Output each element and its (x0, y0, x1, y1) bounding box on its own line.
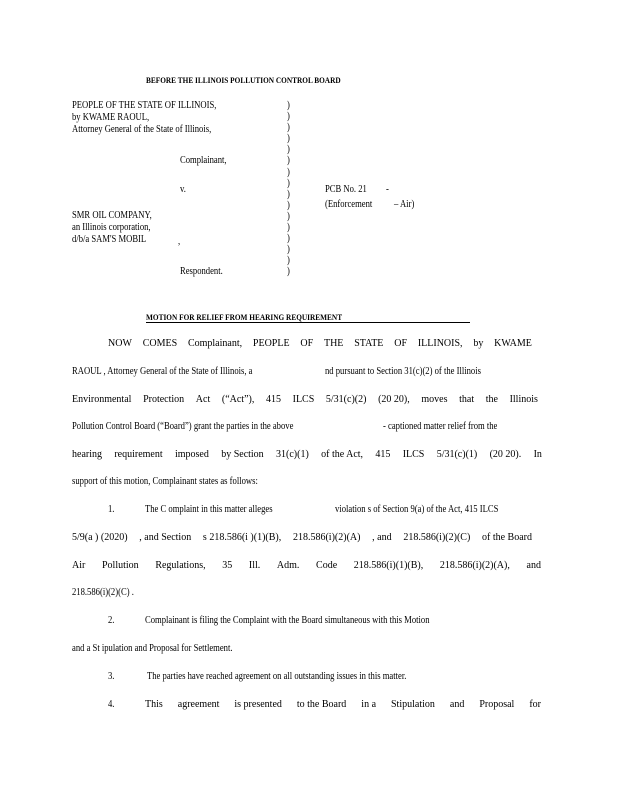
paren: ) (287, 244, 290, 256)
word: 5/31(c)(1) (436, 449, 478, 460)
word: 218.586(i)(1)(B), (353, 560, 424, 571)
word: agreement (177, 699, 220, 710)
plaintiff-line-1: PEOPLE OF THE STATE OF ILLINOIS, (72, 100, 217, 111)
para-3-number: 3. (108, 671, 115, 682)
word: Proposal (479, 699, 515, 710)
word: of the Act, (321, 449, 364, 460)
respondent-label: Respondent. (180, 266, 223, 277)
para-4-number: 4. (108, 699, 115, 710)
word: STATE (354, 338, 384, 349)
para-4-line-1 (145, 699, 541, 711)
word: 218.586(i)(2)(A) (292, 532, 361, 543)
motion-title: MOTION FOR RELIEF FROM HEARING REQUIREMENT (146, 312, 343, 322)
word: requirement (114, 449, 163, 460)
defendant-line-3: d/b/a SAM'S MOBIL (72, 234, 147, 245)
word: 5/31(c)(2) (325, 394, 367, 405)
word: 415 (375, 449, 391, 460)
para-1-line-4: 218.586(i)(2)(C) . (72, 587, 134, 598)
word: ILLINOIS, (417, 338, 463, 349)
plaintiff-line-2: by KWAME RAOUL, (72, 112, 150, 123)
para-1-number: 1. (108, 504, 115, 515)
intro-line-1 (108, 338, 532, 350)
paren: ) (287, 111, 290, 123)
word: OF (394, 338, 408, 349)
word: Complainant, (187, 338, 243, 349)
paren: ) (287, 233, 290, 245)
para-2-number: 2. (108, 615, 115, 626)
case-number: PCB No. 21 (325, 184, 367, 195)
intro-line-3 (72, 394, 538, 406)
para-2-line-2: and a St ipulation and Proposal for Settlement. (72, 643, 233, 654)
word: by Section (221, 449, 264, 460)
para-1-line-2 (72, 532, 532, 544)
paren: ) (287, 100, 290, 111)
word: and (449, 699, 465, 710)
paren: ) (287, 255, 290, 267)
word: 218.586(i)(2)(A), (439, 560, 510, 571)
case-number-dash: - (386, 184, 389, 195)
word: THE (323, 338, 344, 349)
word: (“Act”), (221, 394, 255, 405)
word: 415 (265, 394, 281, 405)
paren: ) (287, 222, 290, 234)
word: (20 20). (489, 449, 522, 460)
word: imposed (174, 449, 209, 460)
word: COMES (142, 338, 178, 349)
word: is presented (234, 699, 282, 710)
word: Pollution (101, 560, 139, 571)
word: by (473, 338, 484, 349)
word: OF (300, 338, 314, 349)
paren: ) (287, 199, 290, 211)
paren: ) (287, 133, 290, 145)
word: 218.586(i)(2)(C) (403, 532, 471, 543)
intro-line-4a: Pollution Control Board (“Board”) grant the parties in the above (72, 421, 294, 432)
complainant-label: Complainant, (180, 155, 227, 166)
word: in a (361, 699, 377, 710)
word: Illinois (509, 394, 538, 405)
paren: ) (287, 155, 290, 167)
word: Ill. (248, 560, 261, 571)
word: KWAME (494, 338, 532, 349)
word: Act (195, 394, 211, 405)
word: Air (72, 560, 86, 571)
defendant-line-2: an Illinois corporation, (72, 222, 151, 233)
word: This (145, 699, 163, 710)
para-1-line-1a: The C omplaint in this matter alleges (145, 504, 273, 515)
intro-line-6: support of this motion, Complainant states as follows: (72, 476, 258, 487)
paren: ) (287, 210, 290, 222)
para-3-line-1: The parties have reached agreement on all outstanding issues in this matter. (147, 671, 407, 682)
paren: ) (287, 188, 290, 200)
intro-line-5 (72, 449, 542, 461)
paren: ) (287, 177, 290, 189)
word: Environmental (72, 394, 132, 405)
word: 31(c)(1) (276, 449, 309, 460)
intro-line-2a: RAOUL , Attorney General of the State of Illinois, a (72, 366, 253, 377)
paren: ) (287, 266, 290, 278)
word: for (529, 699, 541, 710)
intro-line-2b: nd pursuant to Section 31(c)(2) of the Illinois (325, 366, 481, 377)
word: of the Board (482, 532, 532, 543)
court-header: BEFORE THE ILLINOIS POLLUTION CONTROL BOARD (146, 75, 341, 85)
versus-label: v. (180, 184, 186, 195)
word: s 218.586(i )(1)(B), (202, 532, 282, 543)
word: PEOPLE (252, 338, 290, 349)
defendant-comma: , (178, 236, 181, 247)
defendant-line-1: SMR OIL COMPANY, (72, 210, 152, 221)
word: Code (316, 560, 338, 571)
motion-title-underline (146, 322, 470, 323)
word: 35 (222, 560, 233, 571)
word: , and (372, 532, 392, 543)
word: Regulations, (155, 560, 206, 571)
enforcement-air: – Air) (394, 199, 415, 210)
word: moves (421, 394, 448, 405)
word: Stipulation (391, 699, 435, 710)
word: ILCS (292, 394, 315, 405)
caption-paren-column (287, 100, 290, 278)
word: to the Board (296, 699, 347, 710)
paren: ) (287, 144, 290, 156)
para-1-line-1b: violation s of Section 9(a) of the Act, 415 ILCS (335, 504, 499, 515)
para-1-line-3 (72, 560, 541, 572)
word: Protection (143, 394, 185, 405)
word: NOW (108, 338, 132, 349)
word: that (459, 394, 475, 405)
word: 5/9(a ) (2020) (72, 532, 128, 543)
intro-line-4b: - captioned matter relief from the (383, 421, 498, 432)
plaintiff-line-3: Attorney General of the State of Illinois, (72, 124, 212, 135)
para-2-line-1: Complainant is filing the Complaint with the Board simultaneous with this Motion (145, 615, 430, 626)
paren: ) (287, 166, 290, 178)
enforcement-label: (Enforcement (325, 199, 373, 210)
word: (20 20), (378, 394, 410, 405)
word: Adm. (276, 560, 300, 571)
word: the (485, 394, 498, 405)
word: In (533, 449, 542, 460)
paren: ) (287, 122, 290, 134)
word: ILCS (402, 449, 425, 460)
word: , and Section (139, 532, 192, 543)
word: and (526, 560, 541, 571)
word: hearing (72, 449, 102, 460)
